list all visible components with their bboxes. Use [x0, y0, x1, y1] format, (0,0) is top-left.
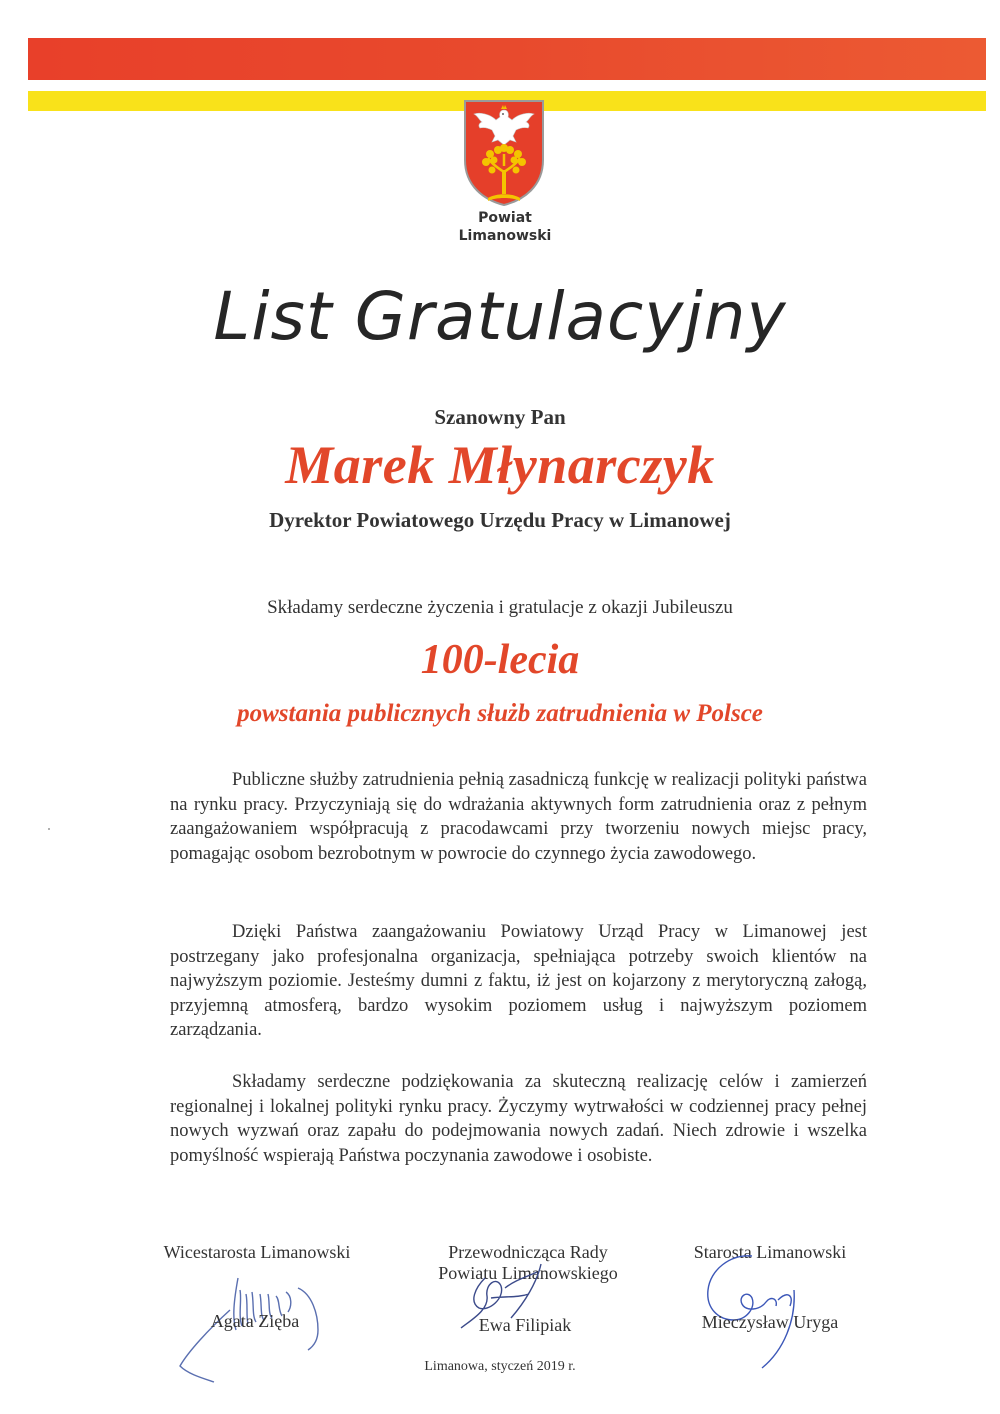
scan-speck — [48, 828, 50, 830]
anniversary-heading: 100-lecia — [420, 637, 580, 683]
body-paragraph-1: Publiczne służby zatrudnienia pełnią zasadniczą funkcję w realizacji polityki państwa na rynku pracy. Przyczyniają się do wdrażania aktywnych form zatrudnienia oraz z pełnym zaangażowaniem współpracują z pracodawcami przy tworzeniu nowych miejsc pracy, pomagając osobom bezrobotnym w powrocie do czynnego życia zawodowego. — [170, 770, 867, 864]
body-paragraph-3: Składamy serdeczne podziękowania za skuteczną realizację celów i zamierzeń regionalnej i lokalnej polityki rynku pracy. Życzymy wytrwałości w codziennej pracy pełnej nowych wyzwań oraz zapału do podejmowania nowych zadań. Niech zdrowie i wszelka pomyślność wspierają Państwa poczynania zawodowe i osobiste. — [170, 1072, 867, 1166]
signatory-role-2: Przewodnicząca Rady Powiatu Limanowskiego — [438, 1242, 618, 1283]
wishes-line: Składamy serdeczne życzenia i gratulacje z okazji Jubileuszu — [267, 597, 733, 618]
anniversary-subtitle: powstania publicznych służb zatrudnienia w Polsce — [237, 700, 763, 727]
place-date: Limanowa, styczeń 2019 r. — [424, 1359, 576, 1374]
signatory-role-3: Starosta Limanowski — [693, 1242, 847, 1262]
signatory-name-1: Agata Zięba — [210, 1311, 300, 1331]
body-paragraph-2: Dzięki Państwa zaangażowaniu Powiatowy Urząd Pracy w Limanowej jest postrzegany jako profesjonalna organizacja, spełniająca potrzeby swoich klientów na najwyższym poziomie. Jesteśmy dumni z faktu, iż jest on kojarzony z merytoryczną załogą, przyjemną atmosferą, bardzo wysokim poziomem usług i najwyższym poziomem zarządzania. — [170, 922, 867, 1040]
coat-of-arms-icon — [462, 98, 546, 208]
signatory-name-3: Mieczysław Uryga — [701, 1312, 839, 1332]
recipient-name: Marek Młynarczyk — [285, 435, 715, 495]
header-red-stripe — [28, 38, 986, 80]
recipient-position: Dyrektor Powiatowego Urzędu Pracy w Limanowej — [269, 508, 731, 532]
org-name-line2: Limanowski — [458, 228, 552, 244]
signatory-role-1: Wicestarosta Limanowski — [163, 1242, 351, 1262]
document-title: List Gratulacyjny — [213, 278, 787, 355]
org-name-line1: Powiat — [478, 210, 532, 226]
org-name — [400, 209, 610, 245]
salutation: Szanowny Pan — [434, 405, 566, 429]
signatory-name-2: Ewa Filipiak — [478, 1315, 572, 1335]
